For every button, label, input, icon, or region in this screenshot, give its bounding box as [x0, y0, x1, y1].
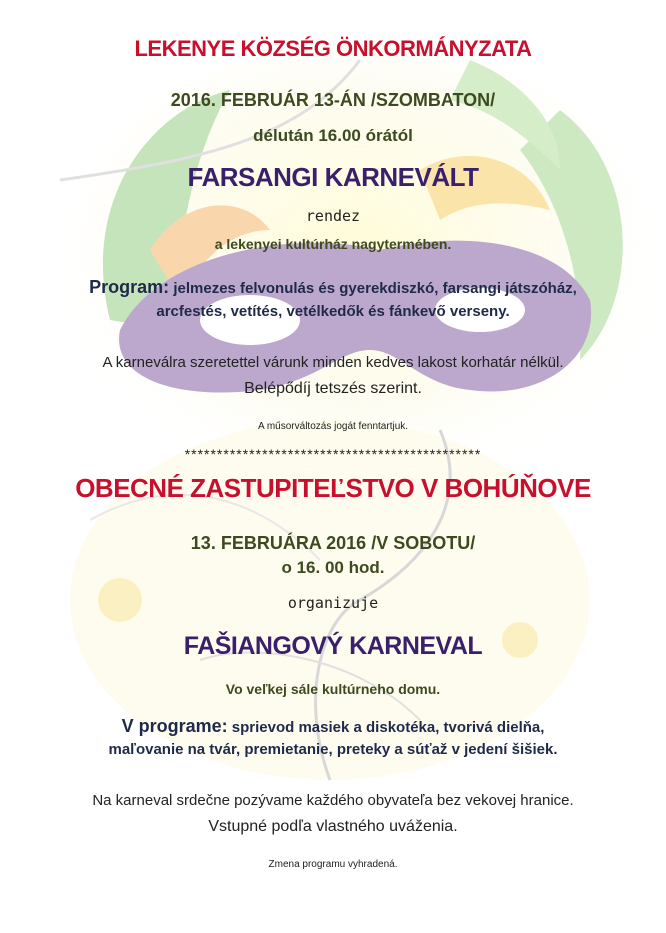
hu-title: LEKENYE KÖZSÉG ÖNKORMÁNYZATA [134, 36, 532, 61]
sk-time: o 16. 00 hod. [281, 558, 385, 577]
hu-invite: A karneválra szeretettel várunk minden kedves lakost korhatár nélkül. [102, 354, 564, 371]
hu-program-line-2: arcfestés, vetítés, vetélkedők és fánkevő verseny. [156, 303, 510, 320]
sk-event: FAŠIANGOVÝ KARNEVAL [183, 632, 483, 660]
hu-program-line-1 [0, 277, 666, 298]
separator: ********************************************** [184, 446, 482, 462]
sk-program-text-1: sprievod masiek a diskotéka, tvorivá dielňa, [227, 719, 545, 736]
sk-title: OBECNÉ ZASTUPITEĽSTVO V BOHÚŇOVE [75, 473, 591, 503]
hu-program-label: Program: [89, 277, 170, 297]
sk-verb: organizuje [287, 594, 379, 612]
sk-venue: Vo veľkej sále kultúrneho domu. [225, 681, 441, 697]
hu-entry: Belépődíj tetszés szerint. [244, 380, 422, 397]
sk-note: Zmena programu vyhradená. [268, 859, 398, 870]
hu-date: 2016. FEBRUÁR 13-ÁN /SZOMBATON/ [170, 90, 496, 110]
hu-time: délután 16.00 órától [253, 126, 413, 145]
sk-entry: Vstupné podľa vlastného uváženia. [208, 818, 458, 835]
sk-program-line-2: maľovanie na tvár, premietanie, preteky a súťaž v jedení šišiek. [108, 741, 558, 758]
hu-verb: rendez [305, 207, 361, 225]
hu-venue: a lekenyei kultúrház nagytermében. [214, 236, 452, 252]
sk-date: 13. FEBRUÁRA 2016 /V SOBOTU/ [190, 533, 476, 553]
hu-event: FARSANGI KARNEVÁLT [187, 162, 479, 192]
hu-note: A műsorváltozás jogát fenntartjuk. [257, 421, 409, 432]
sk-program-line-1 [0, 716, 666, 737]
sk-program-label: V programe: [121, 716, 228, 736]
sk-invite: Na karneval srdečne pozývame každého obyvateľa bez vekovej hranice. [92, 792, 574, 809]
hu-program-text-1: jelmezes felvonulás és gyerekdiszkó, farsangi játszóház, [169, 280, 577, 297]
